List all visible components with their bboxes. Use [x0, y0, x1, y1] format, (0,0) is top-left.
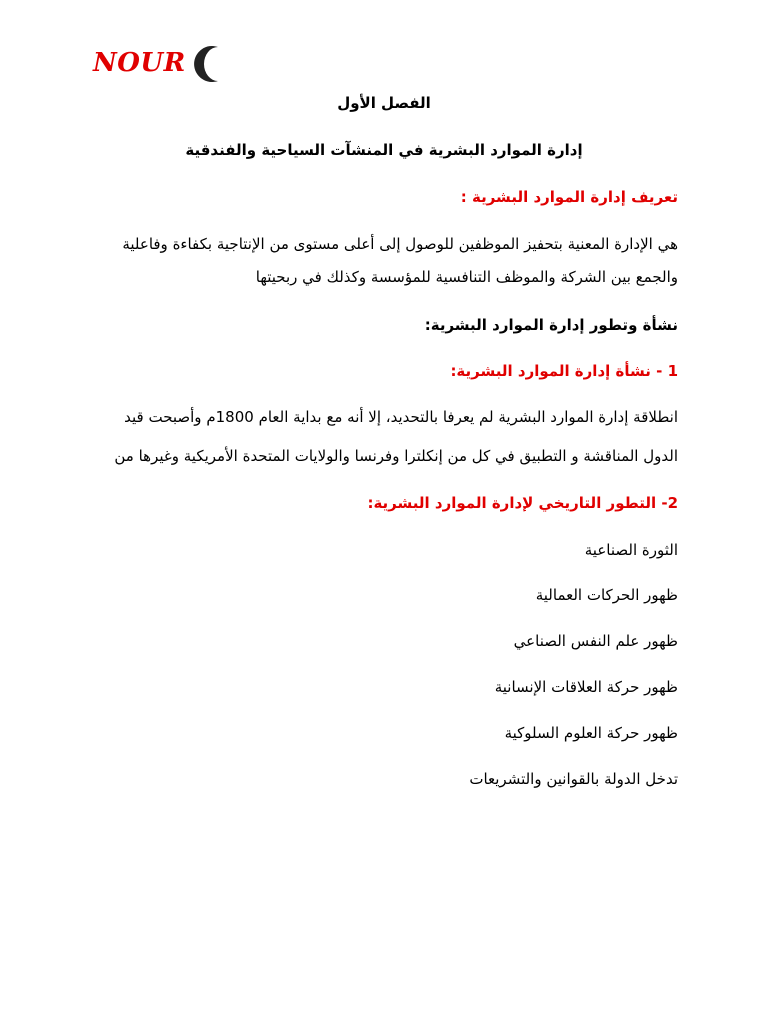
- list-item: ظهور الحركات العمالية: [535, 586, 678, 604]
- origin-sub1-line-1: انطلاقة إدارة الموارد البشرية لم يعرفا بالتحديد، إلا أنه مع بداية العام 1800م وأصبحت قيد: [124, 408, 678, 426]
- definition-heading: تعريف إدارة الموارد البشرية :: [460, 188, 678, 206]
- list-item: ظهور حركة العلوم السلوكية: [504, 724, 678, 742]
- definition-line-2: والجمع بين الشركة والموظف التنافسية للمؤسسة وكذلك في ربحيتها: [255, 268, 678, 286]
- crescent-moon-icon: [192, 44, 226, 84]
- list-item: الثورة الصناعية: [584, 541, 678, 559]
- origin-sub1-line-2: الدول المناقشة و التطبيق في كل من إنكلترا وفرنسا والولايات المتحدة الأمريكية وغيرها من: [114, 447, 678, 465]
- list-item: ظهور علم النفس الصناعي: [513, 632, 678, 650]
- logo-text: NOUR: [93, 48, 186, 78]
- origin-sub1-heading: 1 - نشأة إدارة الموارد البشرية:: [450, 362, 678, 380]
- definition-line-1: هي الإدارة المعنية بتحفيز الموظفين للوصول إلى أعلى مستوى من الإنتاجية بكفاءة وفاعلية: [122, 235, 678, 253]
- chapter-title: الفصل الأول: [337, 94, 431, 112]
- origin-heading: نشأة وتطور إدارة الموارد البشرية:: [424, 316, 678, 334]
- list-item: تدخل الدولة بالقوانين والتشريعات: [469, 770, 678, 788]
- list-item: ظهور حركة العلاقات الإنسانية: [494, 678, 678, 696]
- subject-title: إدارة الموارد البشرية في المنشآت السياحية والفندقية: [185, 141, 583, 159]
- origin-sub2-heading: 2- التطور التاريخي لإدارة الموارد البشرية:: [367, 494, 678, 512]
